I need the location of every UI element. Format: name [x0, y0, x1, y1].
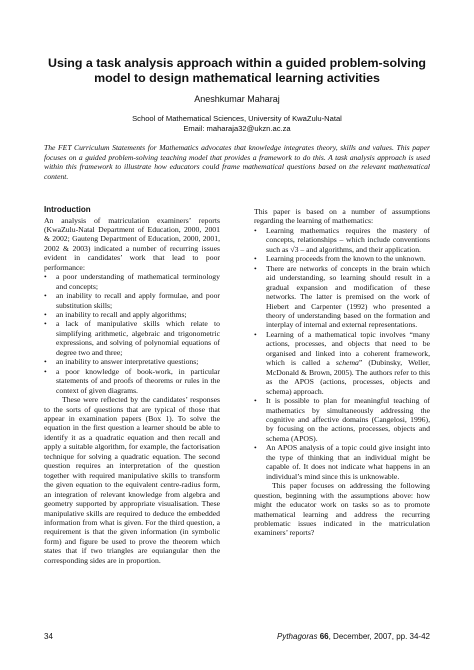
- bullet-icon: •: [44, 357, 47, 367]
- bullet-icon: •: [254, 396, 257, 406]
- left-column: [44, 205, 220, 565]
- paper-title: Using a task analysis approach within a guided problem-solving model to design mathematical learning activities: [48, 56, 426, 85]
- journal-name: Pythagoras: [276, 632, 318, 641]
- page-number: 34: [44, 632, 53, 641]
- author-email: Email: maharaja32@ukzn.ac.za: [183, 123, 291, 133]
- list-item: • Learning mathematics requires the mastery of concepts, relationships – which include conventions such as √3 – and algorithms, and their application.: [254, 225, 430, 254]
- list-item: • There are networks of concepts in the brain which aid understanding, so learning should result in a gradual expansion and modification of these networks. The latter is premised on the work of Hiebert and Carpenter (1992) who presented a theory of understanding based on the formation and interplay of internal and external representations.: [254, 263, 430, 330]
- affiliation-line: School of Mathematical Sciences, University of KwaZulu-Natal: [132, 114, 342, 123]
- body-paragraph: These were reflected by the candidates’ responses to the sorts of questions that are typical of those that appear in examination papers (Box 1). To solve the equation in the first question a learner should be able to identify it as a quadratic equation and then recall and apply a suitable algorithm, for example, the factorisation technique for solving a quadratic equation. The second question requires an interpretation of the question together with required manipulative skills to transform the given equation to the equivalent centre-radius form, an integration of relevant knowledge from algebra and geometry supported by appropriate visualisation. These manipulative skills are required to deduce the embedded information from what is given. For the third question, a requirement is that the given information (in symbolic form) and figure be used to prove the theorem which states that if two triangles are equiangular then the corresponding sides are in proportion.: [44, 395, 220, 565]
- assumptions-intro: This paper is based on a number of assumptions regarding the learning of mathematics:: [254, 207, 430, 226]
- list-item: • An APOS analysis of a topic could give insight into the type of thinking that an individual might be capable of. It does not indicate what happens in an individual’s mind since this is unknowable.: [254, 443, 430, 481]
- author-name: Aneshkumar Maharaj: [194, 94, 280, 104]
- list-item: • a lack of manipulative skills which relate to simplifying arithmetic, algebraic and trigonometric expressions, and solving of polynomial equations of degree two and three;: [44, 319, 220, 357]
- bullet-icon: •: [254, 263, 257, 273]
- bullet-icon: •: [254, 225, 257, 235]
- bullet-icon: •: [44, 319, 47, 329]
- sqrt-symbol: √3: [290, 244, 299, 254]
- bullet-icon: •: [44, 291, 47, 301]
- assumptions-list: [254, 226, 430, 481]
- intro-paragraph: An analysis of matriculation examiners’ reports (KwaZulu-Natal Department of Education, 2000, 2001 & 2002; Gauteng Department of Education, 2000, 2001, 2002 & 2003) indicated a number of recurring issues evident in candidates’ work that lead to poor performance:: [44, 215, 220, 272]
- list-item: • Learning proceeds from the known to the unknown.: [254, 254, 426, 264]
- bullet-icon: •: [254, 329, 257, 339]
- journal-details: , December, 2007, pp. 34-42: [328, 632, 430, 641]
- journal-citation: [277, 632, 430, 641]
- list-item: • an inability to recall and apply algorithms;: [44, 310, 187, 320]
- bullet-icon: •: [44, 272, 47, 282]
- list-item: • It is possible to plan for meaningful teaching of mathematics by simultaneously addressing the cognitive and affective domains (Cangelosi, 1996), by focusing on the actions, processes, objects and schema (APOS).: [254, 396, 430, 443]
- author-affiliation: [30, 114, 444, 133]
- list-item: • Learning of a mathematical topic involves “many actions, processes, and objects that need to be organised and linked into a coherent framework, which is called a schema” (Dubinsky, Weller, McDonald & Brown, 2005). The authors refer to this as the APOS (actions, processes, objects and schema) approach.: [254, 329, 430, 396]
- emphasis-schema: schema: [335, 358, 359, 368]
- right-column: [254, 207, 430, 538]
- issues-list: [44, 272, 220, 395]
- list-item: • an inability to recall and apply formulae, and poor substitution skills;: [44, 291, 220, 310]
- bullet-icon: •: [44, 366, 47, 376]
- abstract: The FET Curriculum Statements for Mathematics advocates that knowledge integrates theory, skills and values. This paper focuses on a guided problem-solving teaching model that provides a framework to do this. A task analysis approach is used within this framework to illustrate how educators could frame mathematical questions based on the relevant mathematical content.: [44, 143, 430, 181]
- focus-paragraph: This paper focuses on addressing the following question, beginning with the assumptions above: how might the educator work on tasks so as to promote mathematical learning and address the recurring problematic issues indicated in the matriculation examiners’ reports?: [254, 481, 430, 538]
- section-heading-introduction: Introduction: [44, 205, 91, 214]
- list-item: • an inability to answer interpretative questions;: [44, 357, 199, 367]
- bullet-icon: •: [254, 254, 257, 264]
- bullet-icon: •: [254, 443, 257, 453]
- list-item: • a poor understanding of mathematical terminology and concepts;: [44, 272, 220, 291]
- list-item: • a poor knowledge of book-work, in particular statements of and proofs of theorems or rules in the context of given diagrams.: [44, 366, 220, 395]
- journal-volume: 66: [319, 632, 329, 641]
- bullet-icon: •: [44, 310, 47, 320]
